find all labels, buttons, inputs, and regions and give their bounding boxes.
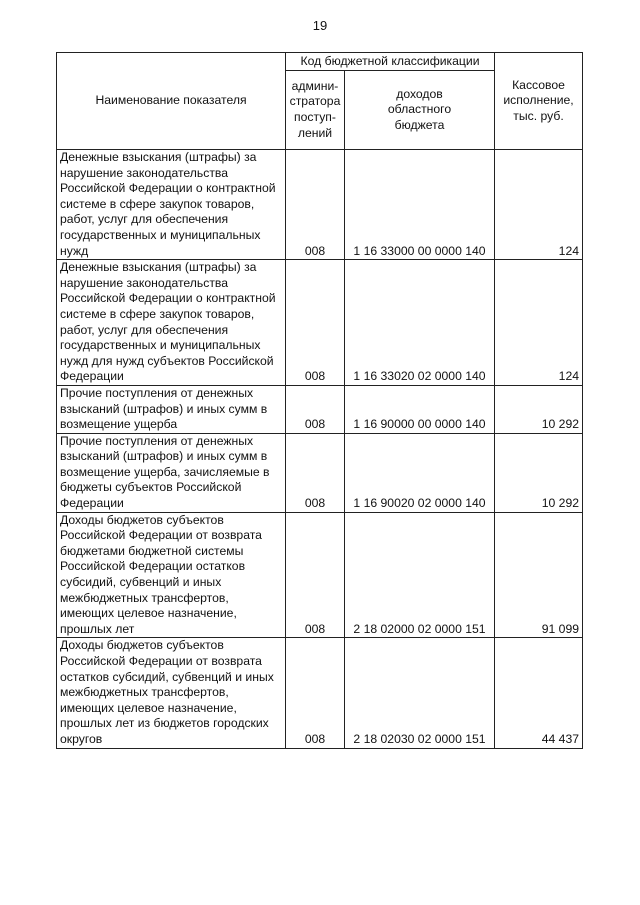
row-name: Прочие поступления от денежных взысканий (штрафов) и иных сумм в возмещение ущерба, зачисляемые в бюджеты субъектов Российской Федерации	[57, 433, 286, 512]
table-row	[57, 150, 583, 260]
table-row	[57, 638, 583, 748]
row-name: Прочие поступления от денежных взысканий (штрафов) и иных сумм в возмещение ущерба	[57, 385, 286, 433]
row-budget-code: 2 18 02030 02 0000 151	[345, 638, 495, 748]
row-budget-code: 1 16 90000 00 0000 140	[345, 385, 495, 433]
row-admin-code: 008	[286, 385, 345, 433]
header-administrator: админи- стратора поступ- лений	[286, 71, 345, 150]
row-amount: 10 292	[495, 433, 583, 512]
row-budget-code: 1 16 33000 00 0000 140	[345, 150, 495, 260]
row-amount: 44 437	[495, 638, 583, 748]
row-budget-code: 2 18 02000 02 0000 151	[345, 512, 495, 638]
table-row	[57, 260, 583, 386]
header-name: Наименование показателя	[57, 53, 286, 150]
row-name: Доходы бюджетов субъектов Российской Федерации от возврата остатков субсидий, субвенций и иных межбюджетных трансфертов, имеющих целевое назначение, прошлых лет из бюджетов городских округов	[57, 638, 286, 748]
row-admin-code: 008	[286, 150, 345, 260]
row-budget-code: 1 16 33020 02 0000 140	[345, 260, 495, 386]
header-execution: Кассовое исполнение, тыс. руб.	[495, 53, 583, 150]
row-amount: 124	[495, 260, 583, 386]
table-body	[57, 150, 583, 749]
row-name: Доходы бюджетов субъектов Российской Федерации от возврата бюджетами бюджетной системы Российской Федерации остатков субсидий, субвенций и иных межбюджетных трансфертов, имеющих целевое назначение, прошлых лет	[57, 512, 286, 638]
row-admin-code: 008	[286, 638, 345, 748]
row-amount: 124	[495, 150, 583, 260]
row-admin-code: 008	[286, 260, 345, 386]
row-amount: 91 099	[495, 512, 583, 638]
header-income: доходов областного бюджета	[345, 71, 495, 150]
table-row	[57, 512, 583, 638]
table-row	[57, 385, 583, 433]
table-header	[57, 53, 583, 150]
budget-table	[56, 52, 583, 749]
page-number: 19	[312, 18, 328, 33]
row-budget-code: 1 16 90020 02 0000 140	[345, 433, 495, 512]
row-admin-code: 008	[286, 433, 345, 512]
row-amount: 10 292	[495, 385, 583, 433]
row-admin-code: 008	[286, 512, 345, 638]
header-budget-code: Код бюджетной классификации	[286, 53, 495, 71]
table-row	[57, 433, 583, 512]
row-name: Денежные взыскания (штрафы) за нарушение законодательства Российской Федерации о контрактной системе в сфере закупок товаров, работ, услуг для обеспечения государственных и муниципальных нужд для нужд субъектов Российской Федерации	[57, 260, 286, 386]
row-name: Денежные взыскания (штрафы) за нарушение законодательства Российской Федерации о контрактной системе в сфере закупок товаров, работ, услуг для обеспечения государственных и муниципальных нужд	[57, 150, 286, 260]
